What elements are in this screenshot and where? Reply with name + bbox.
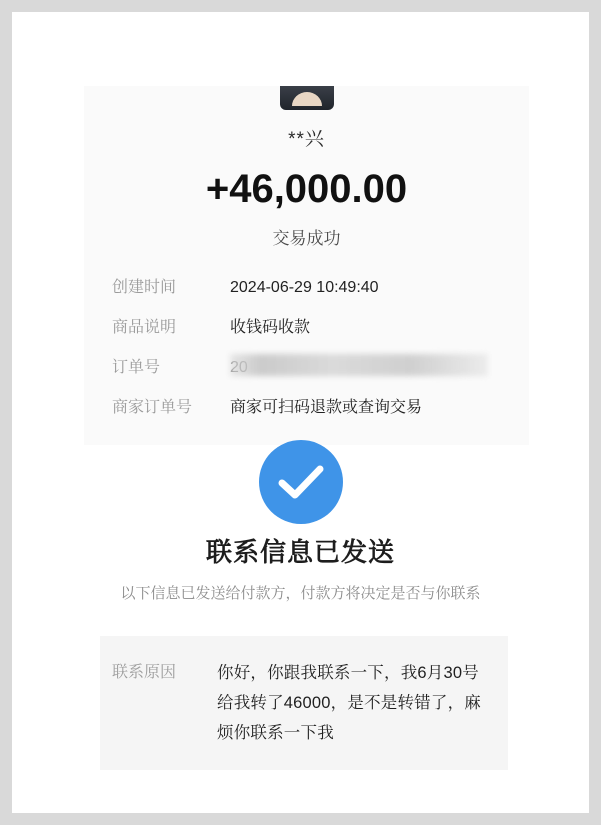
redaction-overlay [230,354,488,376]
detail-label: 商家订单号 [112,399,193,416]
detail-label: 商品说明 [112,319,177,336]
avatar [280,86,334,110]
payee-name: **兴 [288,129,325,150]
transaction-card [84,86,529,445]
detail-value-masked [230,357,488,379]
transaction-amount: +46,000.00 [205,167,408,211]
app-screen [12,12,589,813]
detail-value: 收钱码收款 [230,319,311,336]
detail-row-description [112,317,501,339]
check-circle-icon [259,440,343,524]
order-number-redacted [230,357,488,379]
detail-row-merchant-order [112,397,501,419]
transaction-status: 交易成功 [272,229,341,248]
detail-label: 创建时间 [112,279,177,296]
transaction-details [84,277,529,419]
contact-reason-box [100,636,508,770]
contact-reason-text: 你好，你跟我联系一下，我6月30号给我转了46000，是不是转错了，麻烦你联系一下我 [217,664,481,742]
detail-row-create-time [112,277,501,299]
detail-value: 2024-06-29 10:49:40 [230,279,379,296]
result-subtitle: 以下信息已发送给付款方，付款方将决定是否与你联系 [120,585,481,602]
avatar-container [84,86,529,110]
result-title: 联系信息已发送 [205,537,395,567]
contact-reason-label: 联系原因 [112,664,177,681]
success-icon-container [12,440,589,524]
detail-row-order-number [112,357,501,379]
detail-label: 订单号 [112,359,161,376]
detail-value: 商家可扫码退款或查询交易 [230,399,423,416]
